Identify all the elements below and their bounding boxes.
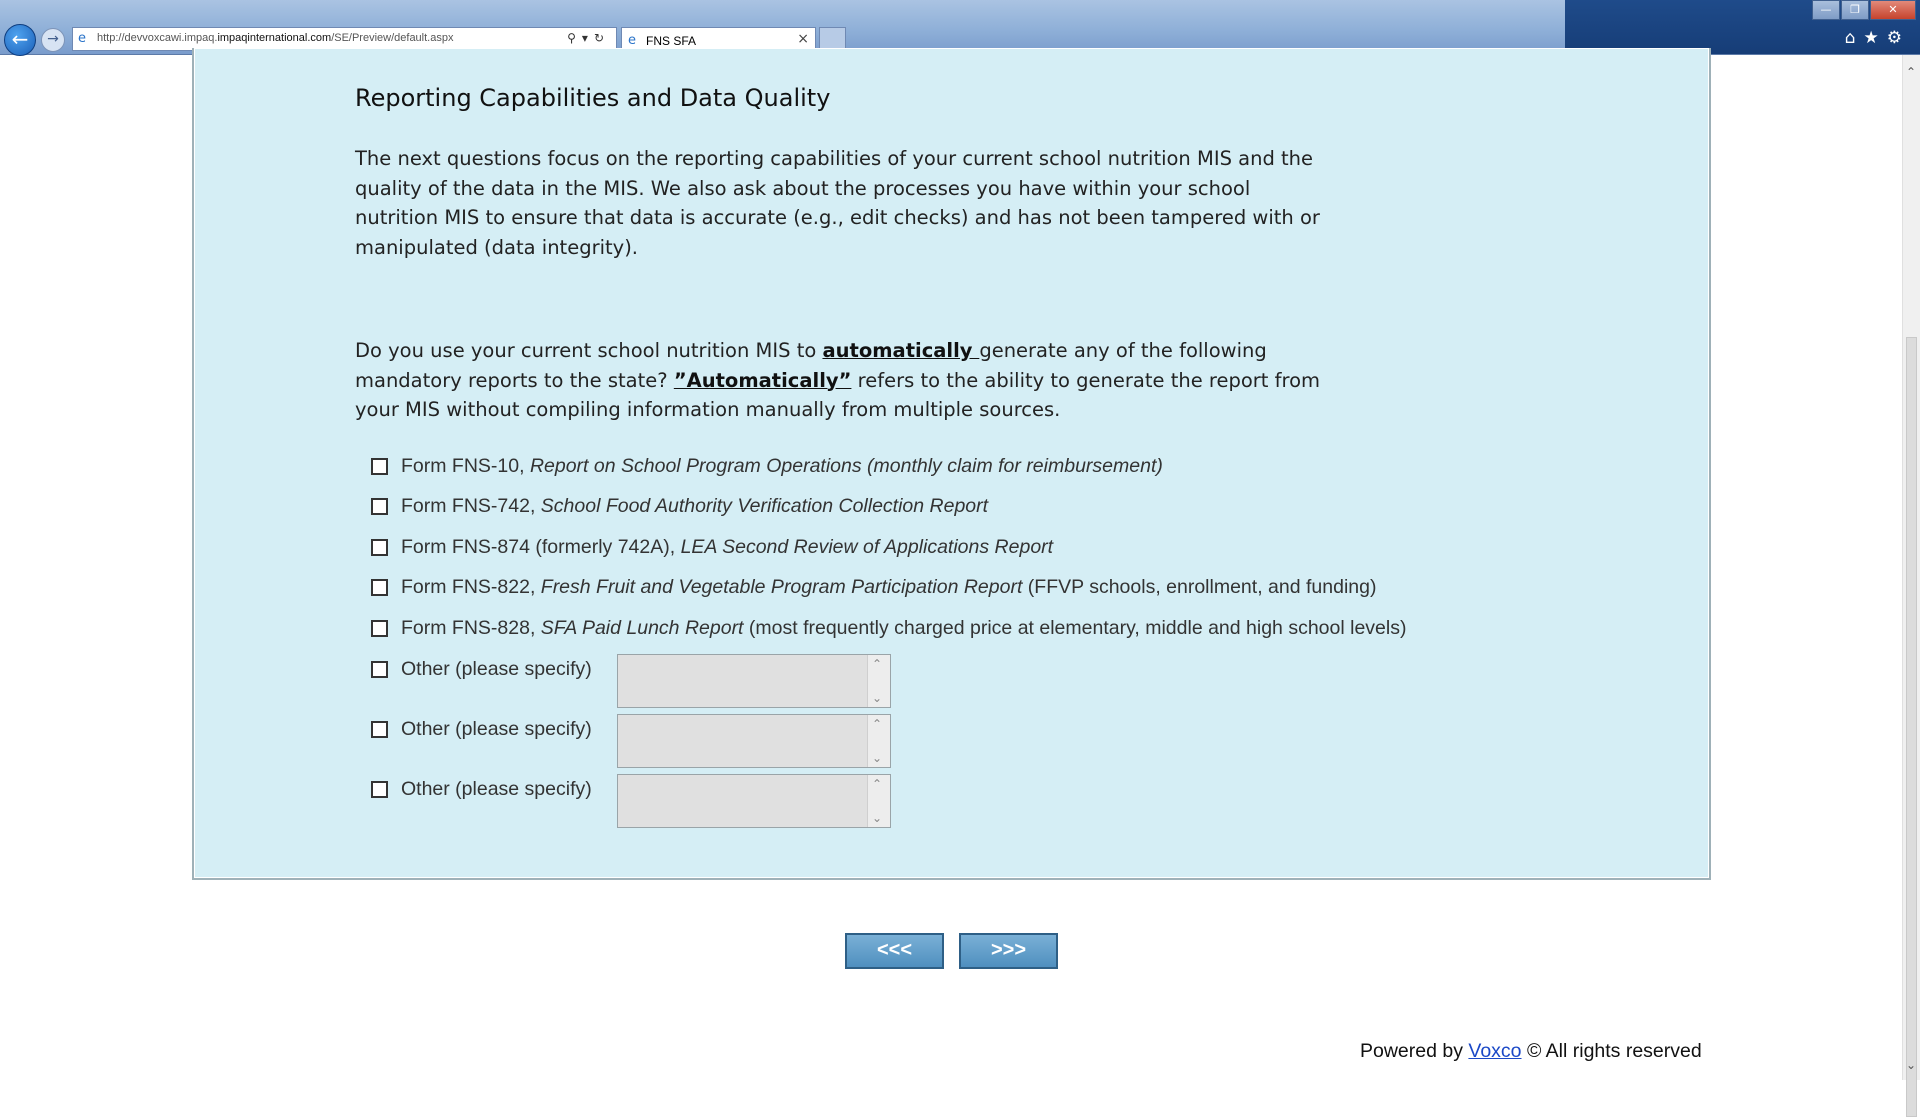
back-icon[interactable]: ←: [4, 24, 36, 56]
checkbox[interactable]: [371, 579, 388, 596]
scroll-thumb[interactable]: [1906, 337, 1917, 1117]
footer-prefix: Powered by: [1360, 1040, 1469, 1062]
option-label: Other (please specify): [401, 717, 592, 740]
search-icon[interactable]: ⚲▾↻: [567, 31, 610, 45]
chevron-down-icon[interactable]: ⌄: [872, 811, 883, 825]
checkbox[interactable]: [371, 498, 388, 515]
close-icon[interactable]: ×: [797, 31, 809, 47]
restore-icon[interactable]: ❐: [1841, 0, 1869, 20]
section-title: Reporting Capabilities and Data Quality: [355, 84, 831, 112]
scroll-down-icon[interactable]: ⌄: [1906, 1058, 1917, 1072]
previous-button[interactable]: <<<: [845, 933, 944, 969]
textarea-scrollbar[interactable]: [867, 655, 890, 707]
chevron-up-icon[interactable]: ⌃: [872, 777, 883, 791]
option-fns-10[interactable]: [371, 451, 1163, 481]
minimize-icon[interactable]: —: [1812, 0, 1840, 20]
ie-tab-icon: e: [628, 33, 636, 48]
chevron-up-icon[interactable]: ⌃: [872, 717, 883, 731]
checkbox[interactable]: [371, 539, 388, 556]
scroll-up-icon[interactable]: ⌃: [1906, 65, 1917, 79]
textarea-scrollbar[interactable]: [867, 715, 890, 767]
option-fns-828[interactable]: [371, 613, 1406, 643]
question-text: Do you use your current school nutrition MIS to automatically generate any of the following mandatory reports to the state? ”Automatically” refers to the ability to generate the report from your MIS without compiling information manually from multiple sources.: [355, 339, 1321, 421]
textarea-scrollbar[interactable]: [867, 775, 890, 827]
checkbox[interactable]: [371, 721, 388, 738]
option-other-1[interactable]: [371, 654, 592, 684]
checkbox[interactable]: [371, 661, 388, 678]
option-label: Other (please specify): [401, 657, 592, 680]
vertical-scrollbar[interactable]: [1902, 55, 1920, 1080]
option-fns-742[interactable]: [371, 491, 988, 521]
next-button[interactable]: >>>: [959, 933, 1058, 969]
footer-suffix: © All rights reserved: [1521, 1040, 1702, 1062]
other-specify-input-2[interactable]: [617, 714, 891, 768]
option-label: Form FNS-874 (formerly 742A), LEA Second Review of Applications Report: [401, 535, 1054, 558]
tab-label: FNS SFA: [646, 34, 697, 48]
option-fns-822[interactable]: [371, 572, 1376, 602]
ie-page-icon: e: [78, 31, 86, 46]
option-label: Other (please specify): [401, 777, 592, 800]
gear-icon[interactable]: ⚙: [1886, 28, 1910, 48]
url-text: http://devvoxcawi.impaq.impaqinternational.com/SE/Preview/default.aspx: [97, 32, 454, 44]
checkbox[interactable]: [371, 458, 388, 475]
intro-paragraph: The next questions focus on the reporting capabilities of your current school nutrition MIS and the quality of the data in the MIS. We also ask about the processes you have within your school nutrition MIS to ensure that data is accurate (e.g., edit checks) and has not been tampered with or manipulated (data integrity).: [355, 147, 1320, 259]
option-other-2[interactable]: [371, 714, 592, 744]
checkbox[interactable]: [371, 620, 388, 637]
option-fns-874[interactable]: [371, 532, 1053, 562]
chevron-up-icon[interactable]: ⌃: [872, 657, 883, 671]
window-controls-area: [1565, 0, 1920, 54]
forward-icon[interactable]: →: [41, 28, 65, 52]
option-label: Form FNS-742, School Food Authority Verification Collection Report: [401, 494, 989, 517]
option-label: Form FNS-822, Fresh Fruit and Vegetable Program Participation Report (FFVP schools, enrollment, and funding): [401, 575, 1377, 598]
option-label: Form FNS-10, Report on School Program Operations (monthly claim for reimbursement): [401, 454, 1163, 477]
checkbox[interactable]: [371, 781, 388, 798]
footer: [1360, 1040, 1702, 1063]
home-icon[interactable]: ⌂: [1844, 28, 1864, 48]
favorites-star-icon[interactable]: ★: [1863, 28, 1887, 48]
chevron-down-icon[interactable]: ⌄: [872, 751, 883, 765]
other-specify-input-1[interactable]: [617, 654, 891, 708]
other-specify-input-3[interactable]: [617, 774, 891, 828]
option-other-3[interactable]: [371, 774, 592, 804]
option-label: Form FNS-828, SFA Paid Lunch Report (most frequently charged price at elementary, middle and high school levels): [401, 616, 1407, 639]
chevron-down-icon[interactable]: ⌄: [872, 691, 883, 705]
voxco-link[interactable]: Voxco: [1468, 1040, 1522, 1062]
close-window-icon[interactable]: ✕: [1870, 0, 1916, 20]
